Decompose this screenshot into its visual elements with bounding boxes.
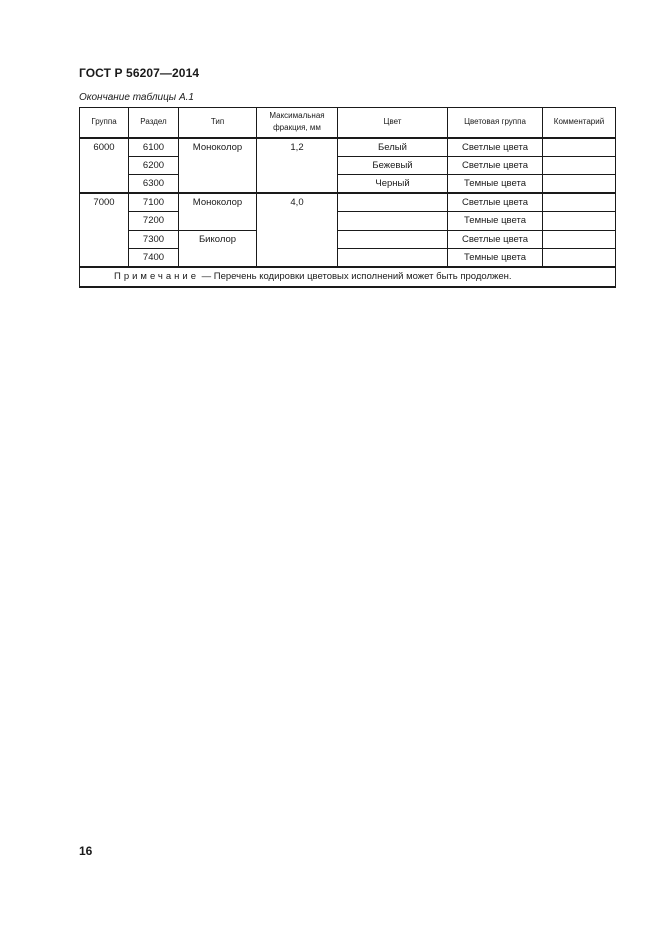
section-cell: 6100 bbox=[129, 138, 179, 157]
color-group-cell: Светлые цвета bbox=[448, 156, 543, 175]
comment-cell bbox=[543, 230, 616, 249]
note-text: — Перечень кодировки цветовых исполнений может быть продолжен. bbox=[199, 271, 512, 282]
group-cell: 7000 bbox=[80, 193, 129, 267]
color-cell bbox=[338, 249, 448, 268]
section-cell: 6200 bbox=[129, 156, 179, 175]
table-row bbox=[80, 193, 616, 212]
table-row bbox=[80, 230, 616, 249]
section-cell: 7400 bbox=[129, 249, 179, 268]
comment-cell bbox=[543, 138, 616, 157]
color-group-cell: Темные цвета bbox=[448, 175, 543, 194]
comment-cell bbox=[543, 193, 616, 212]
table-row bbox=[80, 138, 616, 157]
table-note bbox=[80, 267, 616, 287]
table-row bbox=[80, 212, 616, 231]
max-fraction-cell: 1,2 bbox=[257, 138, 338, 194]
color-group-cell: Светлые цвета bbox=[448, 230, 543, 249]
col-header-color: Цвет bbox=[338, 108, 448, 138]
col-header-max-fraction: Максимальная фракция, мм bbox=[257, 108, 338, 138]
table-note-row bbox=[80, 267, 616, 287]
color-group-cell: Темные цвета bbox=[448, 212, 543, 231]
section-cell: 7100 bbox=[129, 193, 179, 212]
max-fraction-cell: 4,0 bbox=[257, 193, 338, 267]
note-label: Примечание bbox=[114, 271, 199, 282]
group-cell: 6000 bbox=[80, 138, 129, 194]
col-header-comment: Комментарий bbox=[543, 108, 616, 138]
color-group-cell: Светлые цвета bbox=[448, 193, 543, 212]
color-coding-table bbox=[79, 107, 616, 288]
document-code: ГОСТ Р 56207—2014 bbox=[79, 66, 200, 80]
table-row bbox=[80, 249, 616, 268]
color-cell: Бежевый bbox=[338, 156, 448, 175]
table-header-row bbox=[80, 108, 616, 138]
section-cell: 7300 bbox=[129, 230, 179, 249]
color-cell: Белый bbox=[338, 138, 448, 157]
col-header-type: Тип bbox=[179, 108, 257, 138]
color-cell: Черный bbox=[338, 175, 448, 194]
comment-cell bbox=[543, 156, 616, 175]
section-cell: 7200 bbox=[129, 212, 179, 231]
page-number: 16 bbox=[79, 844, 93, 858]
color-cell bbox=[338, 212, 448, 231]
color-cell bbox=[338, 193, 448, 212]
section-cell: 6300 bbox=[129, 175, 179, 194]
comment-cell bbox=[543, 249, 616, 268]
table-caption: Окончание таблицы А.1 bbox=[79, 92, 194, 103]
table-row bbox=[80, 175, 616, 194]
col-header-group: Группа bbox=[80, 108, 129, 138]
table-row bbox=[80, 156, 616, 175]
color-cell bbox=[338, 230, 448, 249]
color-group-cell: Темные цвета bbox=[448, 249, 543, 268]
comment-cell bbox=[543, 175, 616, 194]
color-group-cell: Светлые цвета bbox=[448, 138, 543, 157]
type-cell: Биколор bbox=[179, 230, 257, 267]
col-header-section: Раздел bbox=[129, 108, 179, 138]
comment-cell bbox=[543, 212, 616, 231]
type-cell: Моноколор bbox=[179, 138, 257, 194]
col-header-color-group: Цветовая группа bbox=[448, 108, 543, 138]
type-cell: Моноколор bbox=[179, 193, 257, 230]
